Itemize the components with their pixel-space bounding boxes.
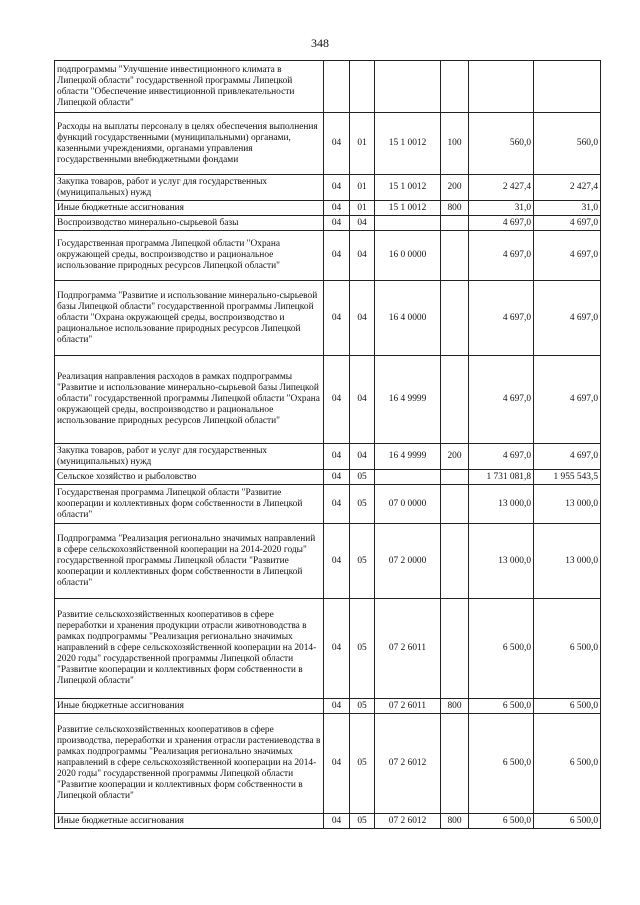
target-article-code: 07 2 0000	[375, 524, 441, 599]
table-row	[55, 113, 601, 175]
target-article-code: 15 1 0012	[375, 175, 441, 201]
amount-year-2: 2 427,4	[534, 175, 601, 201]
expense-name: Подпрограмма "Развитие и использование минерально-сырьевой базы Липецкой области" государственной программы Липецкой области "Охрана окружающей среды, воспроизводство и рациональное использование природных ресурсов Липецкой области"	[55, 281, 324, 356]
section-code: 04	[324, 699, 350, 714]
target-article-code	[375, 61, 441, 113]
amount-year-1: 6 500,0	[469, 699, 534, 714]
expense-name: Расходы на выплаты персоналу в целях обеспечения выполнения функций государственными (муниципальными) органами, казенными учреждениями, органами управления государственными внебюджетными фондами	[55, 113, 324, 175]
table-row	[55, 356, 601, 444]
amount-year-2: 1 955 543,5	[534, 470, 601, 485]
subsection-code: 04	[350, 216, 375, 231]
target-article-code: 16 4 9999	[375, 444, 441, 470]
section-code: 04	[324, 485, 350, 524]
section-code: 04	[324, 201, 350, 216]
expense-type-code: 100	[441, 113, 469, 175]
expense-type-code	[441, 485, 469, 524]
amount-year-2: 560,0	[534, 113, 601, 175]
subsection-code: 01	[350, 201, 375, 216]
subsection-code: 04	[350, 281, 375, 356]
section-code: 04	[324, 216, 350, 231]
target-article-code: 15 1 0012	[375, 201, 441, 216]
expense-name: Государственая программа Липецкой области "Развитие кооперации и коллективных форм собственности в Липецкой области"	[55, 485, 324, 524]
subsection-code: 04	[350, 444, 375, 470]
section-code: 04	[324, 599, 350, 699]
expense-type-code	[441, 356, 469, 444]
subsection-code: 04	[350, 231, 375, 281]
table-row	[55, 485, 601, 524]
subsection-code	[350, 61, 375, 113]
amount-year-2: 4 697,0	[534, 216, 601, 231]
table-row	[55, 599, 601, 699]
section-code: 04	[324, 444, 350, 470]
amount-year-2: 6 500,0	[534, 714, 601, 814]
target-article-code: 07 0 0000	[375, 485, 441, 524]
amount-year-2	[534, 61, 601, 113]
section-code: 04	[324, 175, 350, 201]
expense-name: подпрограммы "Улучшение инвестиционного климата в Липецкой области" государственной программы Липецкой области "Обеспечение инвестиционной привлекательности Липецкой области"	[55, 61, 324, 113]
expense-name: Воспроизводство минерально-сырьевой базы	[55, 216, 324, 231]
subsection-code: 05	[350, 470, 375, 485]
table-row	[55, 61, 601, 113]
subsection-code: 05	[350, 814, 375, 829]
expense-type-code	[441, 714, 469, 814]
amount-year-1: 4 697,0	[469, 281, 534, 356]
amount-year-1: 4 697,0	[469, 216, 534, 231]
expense-name: Сельское хозяйство и рыболовство	[55, 470, 324, 485]
expense-name: Иные бюджетные ассигнования	[55, 699, 324, 714]
table-row	[55, 231, 601, 281]
subsection-code: 04	[350, 356, 375, 444]
amount-year-2: 6 500,0	[534, 599, 601, 699]
expense-name: Развитие сельскохозяйственных кооперативов в сфере производства, переработки и хранения отрасли растениеводства в рамках подпрограммы "Реализация регионально значимых направлений в сфере сельскохозяйственной кооперации на 2014-2020 годы" государственной программы Липецкой области "Развитие кооперации и коллективных форм собственности в Липецкой области"	[55, 714, 324, 814]
amount-year-1: 1 731 081,8	[469, 470, 534, 485]
subsection-code: 05	[350, 524, 375, 599]
table-row	[55, 175, 601, 201]
expense-type-code: 800	[441, 201, 469, 216]
amount-year-2: 4 697,0	[534, 356, 601, 444]
subsection-code: 05	[350, 714, 375, 814]
expense-name: Закупка товаров, работ и услуг для государственных (муниципальных) нужд	[55, 175, 324, 201]
amount-year-1: 6 500,0	[469, 599, 534, 699]
amount-year-1: 13 000,0	[469, 485, 534, 524]
amount-year-1: 4 697,0	[469, 231, 534, 281]
target-article-code: 16 4 9999	[375, 356, 441, 444]
target-article-code: 07 2 6012	[375, 814, 441, 829]
amount-year-2: 31,0	[534, 201, 601, 216]
subsection-code: 01	[350, 113, 375, 175]
expense-name: Иные бюджетные ассигнования	[55, 201, 324, 216]
target-article-code	[375, 470, 441, 485]
expense-name: Реализация направления расходов в рамках подпрограммы "Развитие и использование минерально-сырьевой базы Липецкой области" государственной программы Липецкой области "Охрана окружающей среды, воспроизводство и рациональное использование природных ресурсов Липецкой области"	[55, 356, 324, 444]
target-article-code: 16 4 0000	[375, 281, 441, 356]
subsection-code: 05	[350, 599, 375, 699]
amount-year-2: 13 000,0	[534, 524, 601, 599]
amount-year-1: 560,0	[469, 113, 534, 175]
expense-type-code: 200	[441, 444, 469, 470]
table-row	[55, 444, 601, 470]
expense-type-code	[441, 216, 469, 231]
expense-type-code	[441, 524, 469, 599]
section-code: 04	[324, 814, 350, 829]
target-article-code: 07 2 6012	[375, 714, 441, 814]
amount-year-1: 4 697,0	[469, 444, 534, 470]
amount-year-1: 31,0	[469, 201, 534, 216]
amount-year-2: 6 500,0	[534, 699, 601, 714]
section-code	[324, 61, 350, 113]
expense-type-code	[441, 61, 469, 113]
expense-name: Государственная программа Липецкой области "Охрана окружающей среды, воспроизводство и рациональное использование природных ресурсов Липецкой области"	[55, 231, 324, 281]
table-row	[55, 714, 601, 814]
target-article-code: 07 2 6011	[375, 599, 441, 699]
section-code: 04	[324, 470, 350, 485]
table-row	[55, 201, 601, 216]
expense-name: Развитие сельскохозяйственных кооперативов в сфере переработки и хранения продукции отрасли животноводства в рамках подпрограммы "Реализация регионально значимых направлений в сфере сельскохозяйственной кооперации на 2014-2020 годы" государственной программы Липецкой области "Развитие кооперации и коллективных форм собственности в Липецкой области"	[55, 599, 324, 699]
table-row	[55, 699, 601, 714]
table-row	[55, 281, 601, 356]
expense-type-code	[441, 281, 469, 356]
expense-name: Закупка товаров, работ и услуг для государственных (муниципальных) нужд	[55, 444, 324, 470]
expense-type-code	[441, 470, 469, 485]
subsection-code: 01	[350, 175, 375, 201]
amount-year-2: 4 697,0	[534, 444, 601, 470]
expense-name: Подпрограмма "Реализация регионально значимых направлений в сфере сельскохозяйственной кооперации на 2014-2020 годы" государственной программы Липецкой области "Развитие кооперации и коллективных форм собственности в Липецкой области"	[55, 524, 324, 599]
section-code: 04	[324, 231, 350, 281]
target-article-code: 16 0 0000	[375, 231, 441, 281]
subsection-code: 05	[350, 699, 375, 714]
amount-year-2: 4 697,0	[534, 281, 601, 356]
amount-year-2: 13 000,0	[534, 485, 601, 524]
table-row	[55, 814, 601, 829]
amount-year-1: 13 000,0	[469, 524, 534, 599]
amount-year-2: 6 500,0	[534, 814, 601, 829]
target-article-code	[375, 216, 441, 231]
amount-year-1: 4 697,0	[469, 356, 534, 444]
target-article-code: 15 1 0012	[375, 113, 441, 175]
amount-year-1: 6 500,0	[469, 814, 534, 829]
expense-type-code: 800	[441, 814, 469, 829]
expense-type-code: 800	[441, 699, 469, 714]
page-number: 348	[311, 36, 329, 50]
section-code: 04	[324, 714, 350, 814]
subsection-code: 05	[350, 485, 375, 524]
amount-year-1	[469, 61, 534, 113]
section-code: 04	[324, 113, 350, 175]
expense-type-code: 200	[441, 175, 469, 201]
table-row	[55, 524, 601, 599]
amount-year-1: 6 500,0	[469, 714, 534, 814]
section-code: 04	[324, 524, 350, 599]
budget-table	[54, 60, 601, 829]
target-article-code: 07 2 6011	[375, 699, 441, 714]
table-row	[55, 470, 601, 485]
amount-year-1: 2 427,4	[469, 175, 534, 201]
expense-type-code	[441, 231, 469, 281]
section-code: 04	[324, 281, 350, 356]
expense-type-code	[441, 599, 469, 699]
section-code: 04	[324, 356, 350, 444]
table-row	[55, 216, 601, 231]
expense-name: Иные бюджетные ассигнования	[55, 814, 324, 829]
amount-year-2: 4 697,0	[534, 231, 601, 281]
budget-table-body	[55, 61, 601, 829]
